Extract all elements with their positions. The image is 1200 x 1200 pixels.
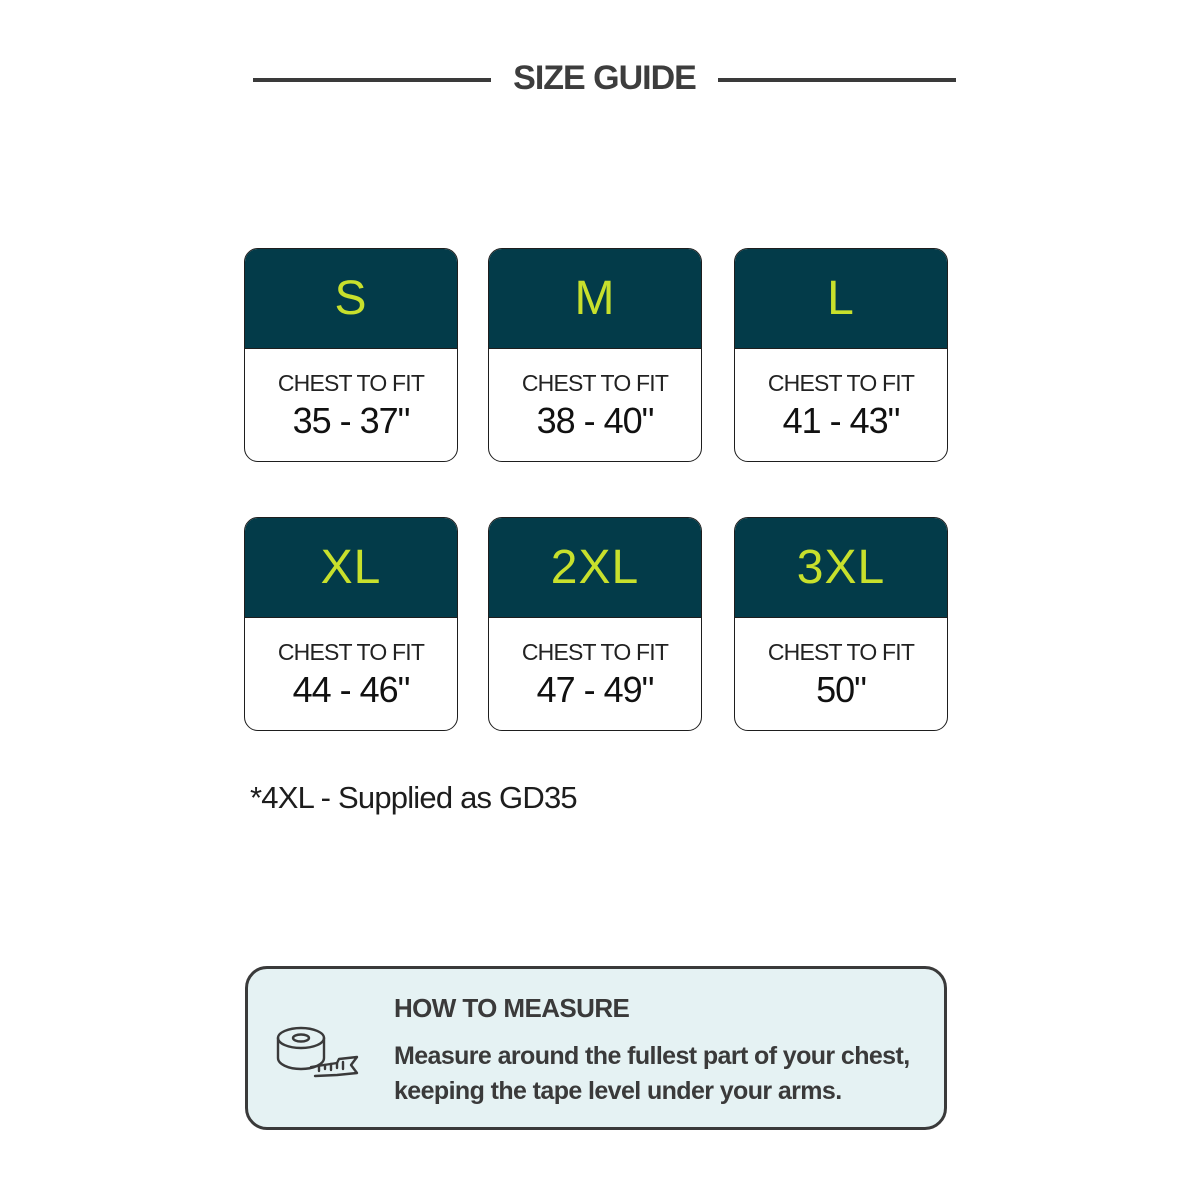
how-to-measure-title: HOW TO MEASURE bbox=[394, 993, 630, 1023]
size-name: M bbox=[574, 272, 616, 325]
chest-measurement: 35 - 37" bbox=[292, 400, 410, 441]
size-card-header bbox=[489, 518, 701, 618]
chest-label: CHEST TO FIT bbox=[521, 370, 669, 396]
size-name: L bbox=[827, 272, 855, 325]
instruction-line-2: keeping the tape level under your arms. bbox=[394, 1077, 842, 1105]
size-name: XL bbox=[320, 541, 382, 594]
chest-label: CHEST TO FIT bbox=[767, 370, 915, 396]
size-card-2xl bbox=[488, 517, 702, 731]
size-card-m bbox=[488, 248, 702, 462]
chest-measurement: 38 - 40" bbox=[536, 400, 654, 441]
chest-label: CHEST TO FIT bbox=[277, 370, 425, 396]
size-card-header bbox=[735, 518, 947, 618]
header-divider-right bbox=[718, 78, 956, 82]
chest-label: CHEST TO FIT bbox=[277, 639, 425, 665]
size-card-xl bbox=[244, 517, 458, 731]
chest-label: CHEST TO FIT bbox=[767, 639, 915, 665]
size-card-body bbox=[245, 370, 457, 442]
header-divider-left bbox=[253, 78, 491, 82]
size-note: *4XL - Supplied as GD35 bbox=[250, 780, 577, 815]
measuring-tape-icon bbox=[275, 1025, 361, 1079]
size-card-header bbox=[245, 518, 457, 618]
size-card-header bbox=[489, 249, 701, 349]
page-title: SIZE GUIDE bbox=[513, 59, 696, 97]
chest-measurement: 44 - 46" bbox=[292, 669, 410, 710]
size-card-header bbox=[735, 249, 947, 349]
chest-measurement: 50" bbox=[816, 669, 866, 710]
size-guide-header bbox=[0, 55, 1200, 105]
how-to-measure-instructions bbox=[394, 1039, 934, 1109]
chest-label: CHEST TO FIT bbox=[521, 639, 669, 665]
size-card-body bbox=[735, 370, 947, 442]
chest-measurement: 41 - 43" bbox=[782, 400, 900, 441]
size-card-3xl bbox=[734, 517, 948, 731]
how-to-measure-panel bbox=[245, 966, 947, 1130]
size-name: 2XL bbox=[550, 541, 640, 594]
chest-measurement: 47 - 49" bbox=[536, 669, 654, 710]
size-card-body bbox=[489, 639, 701, 711]
size-card-body bbox=[735, 639, 947, 711]
size-card-s bbox=[244, 248, 458, 462]
size-card-header bbox=[245, 249, 457, 349]
instruction-line-1: Measure around the fullest part of your chest, bbox=[394, 1042, 910, 1070]
size-card-body bbox=[489, 370, 701, 442]
size-card-body bbox=[245, 639, 457, 711]
size-name: S bbox=[334, 272, 368, 325]
size-name: 3XL bbox=[796, 541, 886, 594]
size-card-l bbox=[734, 248, 948, 462]
